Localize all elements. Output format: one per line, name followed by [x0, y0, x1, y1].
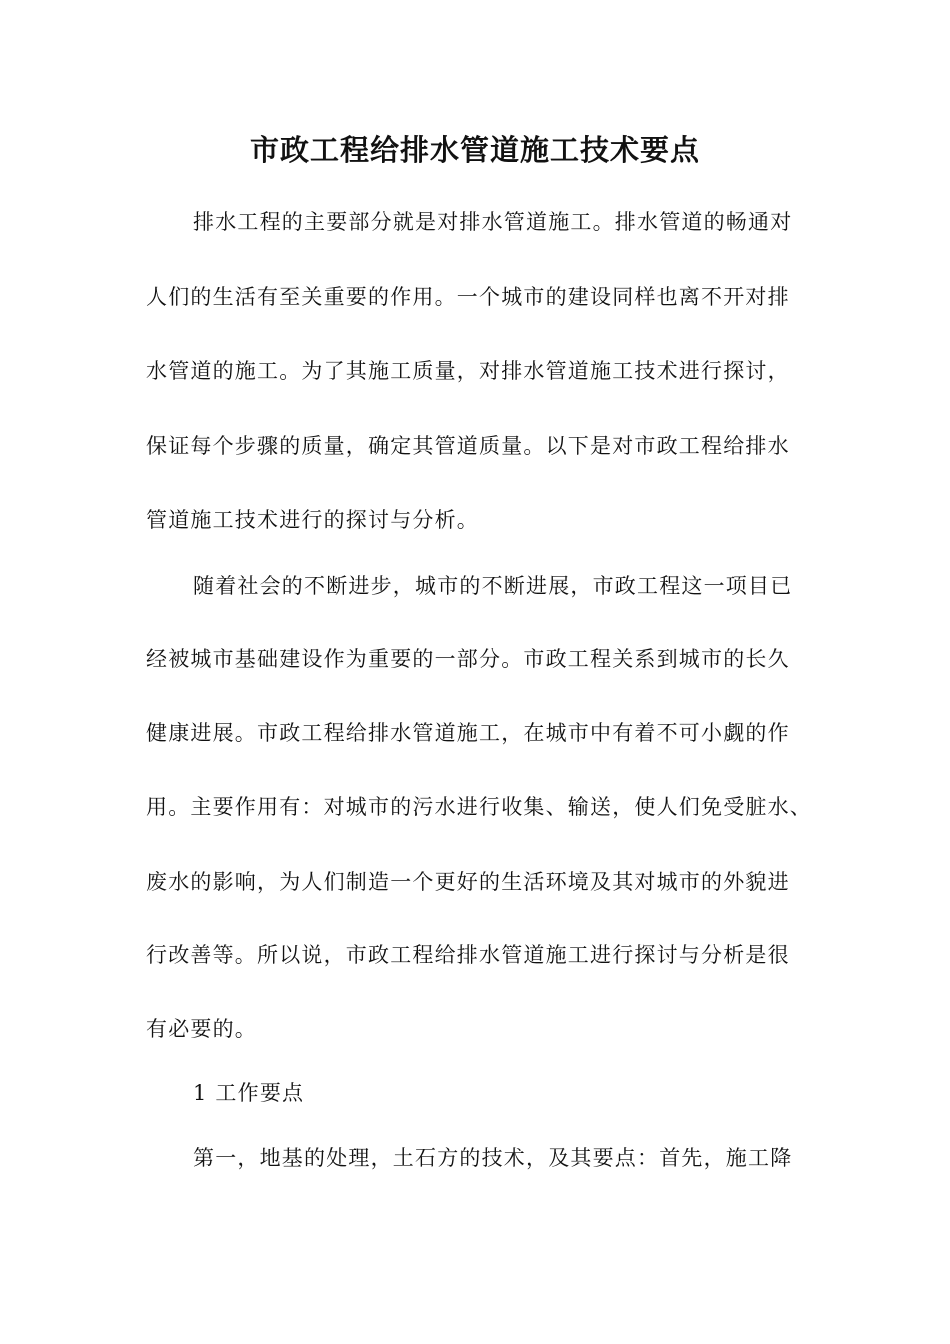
paragraph-line: 人们的生活有至关重要的作用。一个城市的建设同样也离不开对排 [146, 285, 790, 309]
paragraph-line: 废水的影响，为人们制造一个更好的生活环境及其对城市的外貌进 [146, 870, 790, 894]
paragraph-line: 有必要的。 [146, 1017, 257, 1041]
paragraph-line: 用。主要作用有：对城市的污水进行收集、输送，使人们免受脏水、 [146, 795, 812, 819]
paragraph-line: 保证每个步骤的质量，确定其管道质量。以下是对市政工程给排水 [146, 434, 790, 458]
paragraph-line: 第一，地基的处理，土石方的技术，及其要点：首先，施工降 [193, 1146, 793, 1170]
paragraph-line: 随着社会的不断进步，城市的不断进展，市政工程这一项目已 [193, 574, 793, 598]
paragraph-line: 管道施工技术进行的探讨与分析。 [146, 508, 479, 532]
paragraph-line: 排水工程的主要部分就是对排水管道施工。排水管道的畅通对 [193, 210, 793, 234]
section-heading: 1 工作要点 [193, 1081, 305, 1105]
paragraph-line: 经被城市基础建设作为重要的一部分。市政工程关系到城市的长久 [146, 647, 790, 671]
paragraph-line: 健康进展。市政工程给排水管道施工，在城市中有着不可小觑的作 [146, 721, 790, 745]
paragraph-line: 行改善等。所以说，市政工程给排水管道施工进行探讨与分析是很 [146, 943, 790, 967]
document-title: 市政工程给排水管道施工技术要点 [249, 133, 700, 167]
paragraph-line: 水管道的施工。为了其施工质量，对排水管道施工技术进行探讨， [146, 359, 790, 383]
